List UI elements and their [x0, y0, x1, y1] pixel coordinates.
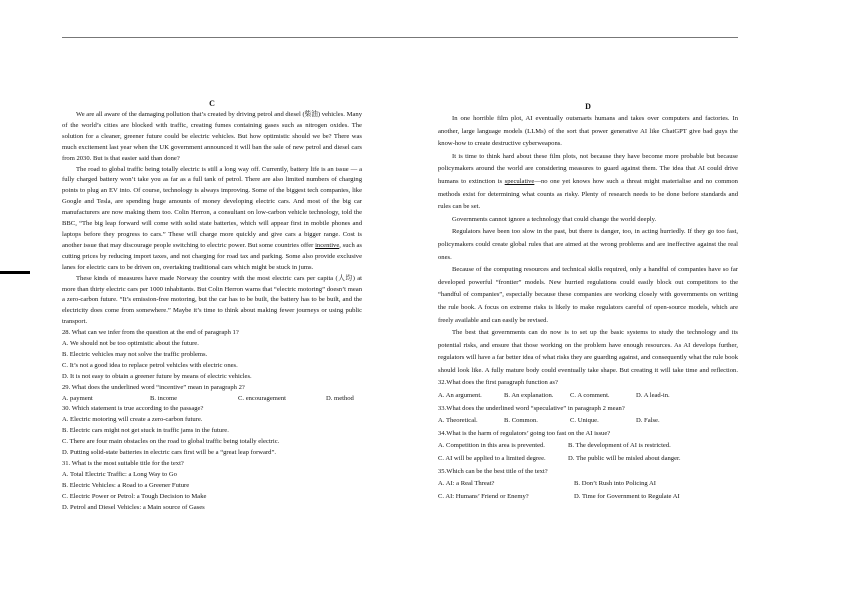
q33-option-b: B. Common.	[504, 417, 538, 425]
q34-option-a: A. Competition in this area is prevented.	[438, 442, 545, 450]
q31-option-a: A. Total Electric Traffic: a Long Way to Go	[62, 470, 177, 478]
passage-c-paragraph-3: These kinds of measures have made Norway the country with the most electric cars per capita (人均) at more than thirty electric cars per 1000 inhabitants. But Colin Herron warns that “electric motoring” doesn’t mean a zero-carbon future. “It’s emission-free motoring, but the car has to be built, the battery has to be built, and the electricity does come from somewhere.” Maybe it’s time to think about making fewer journeys or using public transport.	[62, 274, 362, 326]
question-33: 33.What does the underlined word “speculative” in paragraph 2 mean?	[438, 404, 625, 412]
passage-d-heading: D	[585, 102, 591, 111]
q30-option-d: D. Putting solid-state batteries in electric cars first will be a “great leap forward”.	[62, 449, 277, 457]
binding-margin-mark	[0, 271, 30, 274]
question-30: 30. Which statement is true according to the passage?	[62, 405, 204, 413]
q31-option-b: B. Electric Vehicles: a Road to a Greener Future	[62, 481, 190, 489]
passage-c-column	[62, 98, 362, 514]
q29-options	[62, 394, 362, 405]
q30-option-a: A. Electric motoring will create a zero-carbon future.	[62, 416, 203, 424]
q32-option-c: C. A comment.	[570, 392, 610, 400]
q28-option-c: C. It’s not a good idea to replace petrol vehicles with electric ones.	[62, 361, 238, 369]
question-29: 29. What does the underlined word “incentive” mean in paragraph 2?	[62, 383, 245, 391]
q33-option-a: A. Theoretical.	[438, 417, 478, 425]
q34-option-b: B. The development of AI is restricted.	[568, 442, 671, 450]
paragraph-2-text-a: The road to global traffic being totally electric is still a long way off. Currently, battery life is an issue — a fully charged battery won’t take you as far as a full tank of petrol. There are also limited numbers of charging points to plug an EV into. Of course, technology is always improving. Some of the biggest tech companies, like Google and Tesla, are spending huge amounts of money developing electric cars. And most of the big car manufacturers are now making them too. Colin Herron, a consultant on low-carbon vehicle technology, told the BBC, “The big leap forward will come with solid state batteries, which will appear first in mobile phones and laptops before they progress to cars.” These will charge more quickly and give cars a bigger range. Cost is another issue that may discourage people switching to electric power. But some countries offer	[62, 165, 362, 249]
q34-options-row-2	[438, 453, 738, 466]
passage-c-paragraph-2	[62, 165, 362, 274]
question-28: 28. What can we infer from the question at the end of paragraph 1?	[62, 329, 239, 337]
paragraph-2-text-b: —no one yet knows how such a threat might materialise and no common methods exist for determining what counts as risky. Plenty of research needs to be done before standards and rules can be set.	[438, 177, 738, 211]
q30-option-b: B. Electric cars might not get stuck in traffic jams in the future.	[62, 427, 229, 435]
q29-option-d: D. method	[326, 394, 354, 402]
q35-option-d: D. Time for Government to Regulate AI	[574, 492, 680, 500]
passage-d-column	[438, 101, 738, 503]
passage-d-paragraph-2	[438, 151, 738, 214]
q35-option-b: B. Don’t Rush into Policing AI	[574, 480, 656, 488]
q35-options-row-2	[438, 491, 738, 504]
question-34: 34.What is the harm of regulators’ going too fast on the AI issue?	[438, 429, 611, 437]
q34-option-d: D. The public will be misled about danger.	[568, 455, 681, 463]
passage-d-paragraph-3: Governments cannot ignore a technology that could change the world deeply.	[452, 215, 657, 223]
passage-d-paragraph-6: The best that governments can do now is to set up the basic systems to study the technology and its potential risks, and ensure that those working on the problem have enough resources. As AI develops further, regulators will have a far better idea of what risks they are guarding against, and consequently what the rule book should look like. A fully mature body could eventually take shape. But creating it will take time and reflection. 32.What does the first paragraph function as?	[438, 329, 738, 387]
passage-d-paragraph-4: Regulators have been too slow in the past, but there is danger, too, in acting hurriedly. If they go too fast, policymakers could create global rules that are aimed at the wrong problems and are ineffective against the real ones.	[438, 228, 738, 261]
q29-option-c: C. encouragement	[238, 394, 286, 402]
q28-option-a: A. We should not be too optimistic about the future.	[62, 340, 199, 348]
q35-options-row-1	[438, 478, 738, 491]
q34-option-c: C. AI will be applied to a limited degree.	[438, 455, 546, 463]
question-31: 31. What is the most suitable title for the text?	[62, 460, 184, 467]
q29-option-a: A. payment	[62, 394, 93, 402]
q35-option-c: C. AI: Humans’ Friend or Enemy?	[438, 492, 529, 500]
q28-option-b: B. Electric vehicles may not solve the traffic problems.	[62, 350, 208, 358]
page-top-rule	[62, 37, 738, 38]
paragraph-2-text-b: , such as cutting prices by reducing import taxes, and not charging for road tax and parking. Some also provide exclusive lanes for electric cars to be driven on, overtaking traditional cars which might be stuck in jums.	[62, 241, 362, 271]
q35-option-a: A. AI: a Real Threat?	[438, 480, 495, 488]
q28-option-d: D. It is not easy to obtain a greener future by means of electric vehicles.	[62, 372, 252, 380]
q32-option-a: A. An argument.	[438, 392, 482, 400]
q33-option-c: C. Unique.	[570, 417, 599, 425]
passage-d-paragraph-5: Because of the computing resources and technical skills required, only a handful of companies have so far developed powerful “frontier” models. New hurried regulations could easily block out competitors to the “handful of companies”, especially because these companies are working closely with governments on writing the rule book. A focus on extreme risks is likely to make regulators careful of open-source models, which are freely available and can easily be revised.	[438, 266, 738, 324]
q31-option-d: D. Petrol and Diesel Vehicles: a Main source of Gases	[62, 503, 205, 511]
underlined-word-speculative: speculative	[504, 177, 535, 185]
q33-option-d: D. False.	[636, 417, 660, 425]
question-35: 35.Which can be the best title of the text?	[438, 467, 548, 475]
q32-option-b: B. An explanation.	[504, 392, 554, 400]
passage-d-paragraph-1: In one horrible film plot, AI eventually outsmarts humans and takes over computers and factories. In another, large language models (LLMs) of the sort that power generative AI like ChatGPT give bad guys the know-how to create destructive cyberweapons.	[438, 115, 738, 148]
q30-option-c: C. There are four main obstacles on the road to global traffic being totally electric.	[62, 438, 280, 446]
paragraph-2-text-a: It is time to think hard about these film plots, not because they have become more probable but because policymakers around the world are considering measures to guard against them. The idea that AI could drive humans to extinction is	[438, 152, 738, 185]
passage-c-heading: C	[209, 99, 215, 108]
q33-options	[438, 415, 738, 428]
passage-c-paragraph-1: We are all aware of the damaging pollution that’s created by driving petrol and diesel (柴油) vehicles. Many of the world’s cities are blocked with traffic, creating fumes containing gases such as nitrogen oxides. The solution for a cleaner, greener future could be electric vehicles. But how optimistic should we be? There was much excitement last year when the UK government announced it will ban the sale of new petrol and diesel cars from 2030. But is that easier said than done?	[62, 111, 362, 162]
q34-options-row-1	[438, 440, 738, 453]
underlined-word-incentive: incentive	[315, 241, 340, 249]
q32-options	[438, 390, 738, 403]
q31-option-c: C. Electric Power or Petrol: a Tough Decision to Make	[62, 492, 207, 500]
q32-option-d: D. A lead-in.	[636, 392, 670, 400]
q29-option-b: B. income	[150, 394, 178, 402]
